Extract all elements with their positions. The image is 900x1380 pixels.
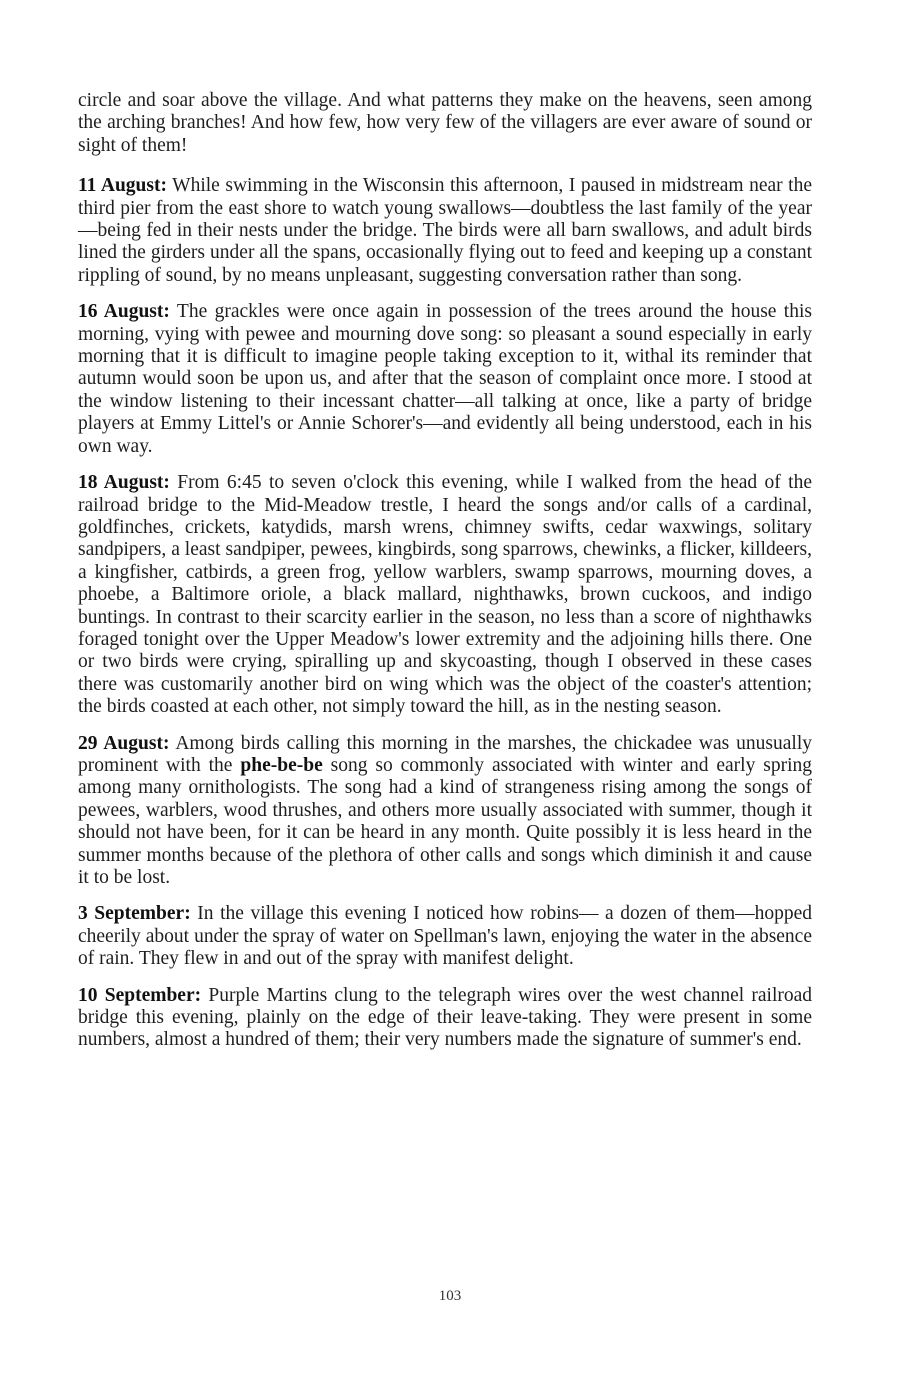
entry-date: 10 September:	[78, 984, 202, 1006]
entry-date: 16 August:	[78, 301, 170, 323]
entry-date: 29 August:	[78, 732, 170, 754]
entry-16-august	[78, 301, 812, 458]
entry-18-august	[78, 472, 812, 718]
entry-emphasis: phe-be-be	[240, 754, 323, 776]
journal-page	[78, 90, 812, 1066]
entry-date: 18 August:	[78, 472, 170, 494]
entry-text-after: song so commonly associated with winter and early spring among many ornithologists. The song had a kind of strangeness rising among the songs of pewees, warblers, wood thrushes, and others more usually associated with summer, though it should not have been, for it can be heard in any month. Quite possibly it is less heard in the summer months because of the plethora of other calls and songs which diminish it and cause it to be lost.	[78, 754, 813, 888]
entry-date: 3 September:	[78, 903, 191, 925]
entry-text: The grackles were once again in possession of the trees around the house this morning, vying with pewee and mourning dove song: so pleasant a sound especially in early morning that it is difficult to imagine people taking exception to it, withal its reminder that autumn would soon be upon us, and after that the season of complaint once more. I stood at the window listening to their incessant chatter—all talking at once, like a party of bridge players at Emmy Littel's or Annie Schorer's—and evidently all being understood, each in his own way.	[78, 301, 812, 457]
entry-10-september	[78, 985, 812, 1052]
page-number: 103	[438, 1288, 462, 1304]
entry-11-august	[78, 175, 812, 287]
entry-text: In the village this evening I noticed how robins— a dozen of them—hopped cheerily about under the spray of water on Spellman's lawn, enjoying the water in the absence of rain. They flew in and out of the spray with manifest delight.	[78, 903, 813, 970]
entry-text: From 6:45 to seven o'clock this evening, while I walked from the head of the railroad bridge to the Mid-Meadow trestle, I heard the songs and/or calls of a cardinal, goldfinches, crickets, katydids, marsh wrens, chimney swifts, cedar waxwings, solitary sandpipers, a least sandpiper, pewees, kingbirds, song sparrows, chewinks, a flicker, killdeers, a kingfisher, catbirds, a green frog, yellow warblers, swamp sparrows, mourning doves, a phoebe, a Baltimore oriole, a black mallard, nighthawks, brown cuckoos, and indigo buntings. In contrast to their scarcity earlier in the season, no less than a score of nighthawks foraged tonight over the Upper Meadow's lower extremity and the adjoining hills there. One or two birds were crying, spiralling up and skycoasting, though I observed in these cases there was customarily another bird on wing which was the object of the coaster's attention; the birds coasted at each other, not simply toward the hill, as in the nesting season.	[78, 472, 812, 718]
entry-3-september	[78, 903, 812, 970]
opening-paragraph: circle and soar above the village. And what patterns they make on the heavens, seen among the arching branches! And how few, how very few of the villagers are ever aware of sound or sight of them!	[78, 90, 812, 156]
entry-text: Purple Martins clung to the telegraph wires over the west channel railroad bridge this evening, plainly on the edge of their leave-taking. They were present in some numbers, almost a hundred of them; their very numbers made the signature of summer's end.	[78, 984, 813, 1051]
entry-text-before: Among birds calling this morning in the marshes, the chickadee was unusually prominent with the	[78, 732, 812, 776]
entry-date: 11 August:	[78, 175, 167, 197]
entry-text: While swimming in the Wisconsin this afternoon, I paused in midstream near the third pier from the east shore to watch young swallows—doubtless the last family of the year—being fed in their nests under the bridge. The birds were all barn swallows, and adult birds lined the girders under all the spans, occasionally flying out to feed and keeping up a constant rippling of sound, by no means unpleasant, suggesting conversation rather than song.	[78, 175, 812, 286]
entry-29-august	[78, 733, 812, 890]
